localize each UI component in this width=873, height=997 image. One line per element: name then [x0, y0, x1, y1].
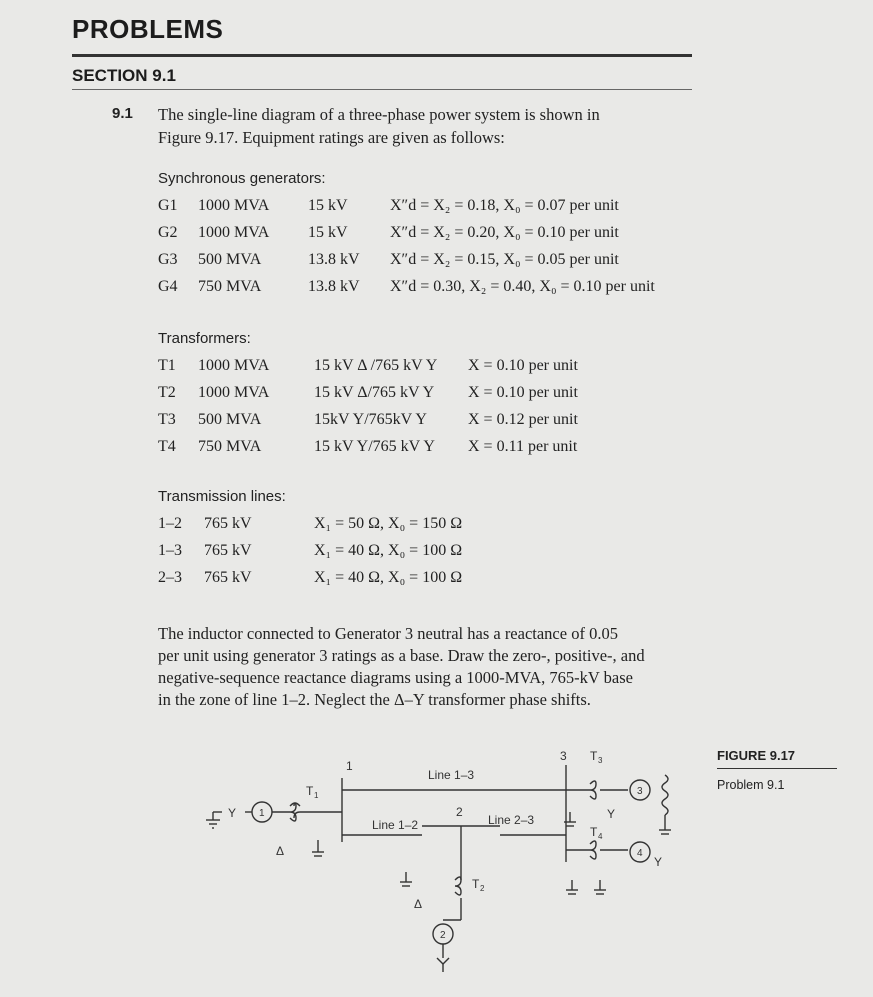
gen-kv: 13.8 kV — [308, 251, 360, 268]
line-kv: 765 kV — [204, 542, 252, 559]
bus-3-label: 3 — [560, 749, 567, 763]
transformer-t1-icon — [290, 803, 296, 821]
generator-3-number: 3 — [637, 786, 643, 797]
page-title: PROBLEMS — [72, 14, 224, 44]
xfmr-connection: 15 kV Y/765 kV Y — [314, 438, 435, 455]
g1-wye-label: Y — [228, 806, 237, 820]
t1-delta-label: Δ — [276, 844, 285, 858]
figure-caption: Problem 9.1 — [717, 778, 785, 792]
xfmr-connection: 15 kV Δ /765 kV Y — [314, 357, 438, 374]
gen-mva: 1000 MVA — [198, 224, 270, 241]
intro-line-2: Figure 9.17. Equipment ratings are given as follows: — [158, 128, 505, 147]
problem-number: 9.1 — [112, 105, 133, 122]
t2-delta-label: Δ — [414, 897, 423, 911]
g4-wye-label: Y — [654, 855, 663, 869]
line-id: 1–2 — [158, 515, 182, 532]
xfmr-id: T2 — [158, 384, 176, 401]
xfmr-id: T4 — [158, 438, 176, 455]
generators-heading: Synchronous generators: — [158, 170, 326, 187]
line-1-3-label: Line 1–3 — [428, 768, 475, 782]
gen-mva: 1000 MVA — [198, 197, 270, 214]
xfmr-reactance: X = 0.10 per unit — [468, 357, 578, 374]
t3-label: T — [590, 749, 598, 763]
gen-reactance: X″d = X₂ = 0.15, X₀ = 0.05 per unit — [390, 251, 619, 268]
line-2-3-label: Line 2–3 — [488, 813, 535, 827]
transformer-t2-icon — [455, 877, 461, 895]
closing-line-3: negative-sequence reactance diagrams using a 1000-MVA, 765-kV base — [158, 668, 633, 687]
t3-wye-label: Y — [607, 807, 616, 821]
t1-label: T — [306, 784, 314, 798]
xfmr-reactance: X = 0.10 per unit — [468, 384, 578, 401]
gen-kv: 15 kV — [308, 224, 348, 241]
generator-1-number: 1 — [259, 808, 265, 819]
gen-id: G4 — [158, 278, 178, 295]
xfmr-connection: 15 kV Δ/765 kV Y — [314, 384, 435, 401]
t4-subscript: 4 — [598, 832, 603, 841]
gen-reactance: X″d = X₂ = 0.20, X₀ = 0.10 per unit — [390, 224, 619, 241]
line-id: 1–3 — [158, 542, 182, 559]
neutral-inductor — [662, 775, 668, 815]
closing-line-4: in the zone of line 1–2. Neglect the Δ–Y transformer phase shifts. — [158, 690, 591, 709]
generator-4-number: 4 — [637, 848, 643, 859]
line-reactance: X₁ = 40 Ω, X₀ = 100 Ω — [314, 569, 463, 586]
closing-line-2: per unit using generator 3 ratings as a base. Draw the zero-, positive-, and — [158, 646, 645, 665]
line-reactance: X₁ = 50 Ω, X₀ = 150 Ω — [314, 515, 463, 532]
bus-1-label: 1 — [346, 759, 353, 773]
t4-label: T — [590, 825, 598, 839]
generator-2-number: 2 — [440, 930, 446, 941]
intro-line-1: The single-line diagram of a three-phase power system is shown in — [158, 105, 600, 124]
t1-subscript: 1 — [314, 791, 319, 800]
xfmr-mva: 500 MVA — [198, 411, 262, 428]
transformers-heading: Transformers: — [158, 330, 251, 347]
line-kv: 765 kV — [204, 515, 252, 532]
gen-reactance: X″d = X₂ = 0.18, X₀ = 0.07 per unit — [390, 197, 619, 214]
gen-kv: 15 kV — [308, 197, 348, 214]
xfmr-mva: 750 MVA — [198, 438, 262, 455]
xfmr-id: T3 — [158, 411, 176, 428]
line-1-2-label: Line 1–2 — [372, 818, 419, 832]
xfmr-mva: 1000 MVA — [198, 384, 270, 401]
gen-kv: 13.8 kV — [308, 278, 360, 295]
gen-mva: 750 MVA — [198, 278, 262, 295]
xfmr-id: T1 — [158, 357, 176, 374]
t3-subscript: 3 — [598, 756, 603, 765]
line-reactance: X₁ = 40 Ω, X₀ = 100 Ω — [314, 542, 463, 559]
gen-id: G3 — [158, 251, 178, 268]
closing-line-1: The inductor connected to Generator 3 neutral has a reactance of 0.05 — [158, 624, 618, 643]
xfmr-mva: 1000 MVA — [198, 357, 270, 374]
t2-label: T — [472, 877, 480, 891]
gen-mva: 500 MVA — [198, 251, 262, 268]
line-id: 2–3 — [158, 569, 182, 586]
figure-label: FIGURE 9.17 — [717, 748, 796, 763]
gen-id: G1 — [158, 197, 178, 214]
transformer-t4-icon — [590, 841, 596, 859]
bus-2-label: 2 — [456, 805, 463, 819]
t2-subscript: 2 — [480, 884, 485, 893]
xfmr-reactance: X = 0.11 per unit — [468, 438, 578, 455]
gen-id: G2 — [158, 224, 178, 241]
xfmr-connection: 15kV Y/765kV Y — [314, 411, 427, 428]
line-kv: 765 kV — [204, 569, 252, 586]
lines-heading: Transmission lines: — [158, 488, 286, 505]
xfmr-reactance: X = 0.12 per unit — [468, 411, 578, 428]
section-title: SECTION 9.1 — [72, 66, 176, 85]
transformer-t3-icon — [590, 781, 596, 799]
gen-reactance: X″d = 0.30, X₂ = 0.40, X₀ = 0.10 per unit — [390, 278, 655, 295]
